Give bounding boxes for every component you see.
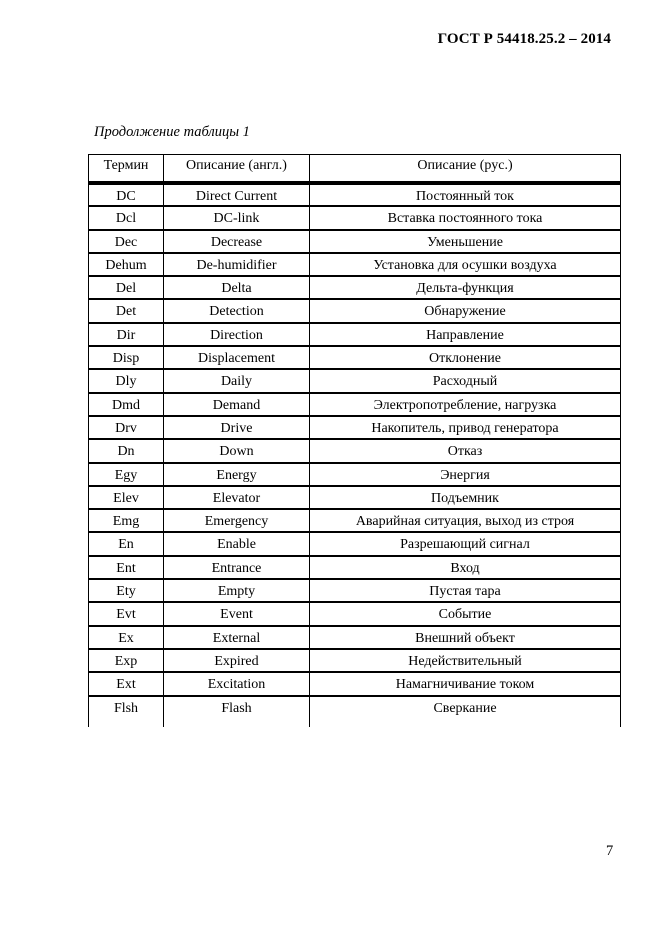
cell-russian: Вставка постоянного тока <box>309 206 621 229</box>
cell-english: Expired <box>163 649 309 672</box>
cell-english: Flash <box>163 696 309 727</box>
cell-term: Ety <box>88 579 163 602</box>
cell-english: Excitation <box>163 672 309 695</box>
cell-russian: Внешний объект <box>309 626 621 649</box>
cell-english: External <box>163 626 309 649</box>
cell-term: Ent <box>88 556 163 579</box>
column-header-russian: Описание (рус.) <box>309 154 621 183</box>
cell-term: Dmd <box>88 393 163 416</box>
cell-term: Dly <box>88 369 163 392</box>
table-row <box>88 532 621 555</box>
table-row <box>88 439 621 462</box>
column-header-english: Описание (англ.) <box>163 154 309 183</box>
cell-russian: Аварийная ситуация, выход из строя <box>309 509 621 532</box>
cell-russian: Отклонение <box>309 346 621 369</box>
cell-russian: Постоянный ток <box>309 183 621 206</box>
cell-english: Down <box>163 439 309 462</box>
table-row <box>88 416 621 439</box>
cell-term: Dcl <box>88 206 163 229</box>
cell-russian: Пустая тара <box>309 579 621 602</box>
cell-english: Event <box>163 602 309 625</box>
cell-english: Decrease <box>163 230 309 253</box>
table-row <box>88 696 621 727</box>
column-header-term: Термин <box>88 154 163 183</box>
cell-term: Emg <box>88 509 163 532</box>
cell-english: Emergency <box>163 509 309 532</box>
cell-term: Elev <box>88 486 163 509</box>
table-row <box>88 369 621 392</box>
table-row <box>88 230 621 253</box>
cell-term: Dn <box>88 439 163 462</box>
cell-russian: Обнаружение <box>309 299 621 322</box>
table-row <box>88 393 621 416</box>
table-row <box>88 649 621 672</box>
table-row <box>88 276 621 299</box>
table-row <box>88 253 621 276</box>
cell-english: Enable <box>163 532 309 555</box>
cell-english: Delta <box>163 276 309 299</box>
document-header: ГОСТ Р 54418.25.2 – 2014 <box>437 31 611 47</box>
cell-english: Demand <box>163 393 309 416</box>
cell-russian: Вход <box>309 556 621 579</box>
cell-russian: Уменьшение <box>309 230 621 253</box>
cell-russian: Намагничивание током <box>309 672 621 695</box>
table-row <box>88 602 621 625</box>
cell-russian: Электропотребление, нагрузка <box>309 393 621 416</box>
cell-english: Direct Current <box>163 183 309 206</box>
cell-term: Disp <box>88 346 163 369</box>
table-row <box>88 556 621 579</box>
cell-russian: Дельта-функция <box>309 276 621 299</box>
table-row <box>88 579 621 602</box>
cell-term: Dehum <box>88 253 163 276</box>
cell-term: Ext <box>88 672 163 695</box>
cell-russian: Установка для осушки воздуха <box>309 253 621 276</box>
cell-english: De-humidifier <box>163 253 309 276</box>
cell-english: Drive <box>163 416 309 439</box>
table-row <box>88 509 621 532</box>
cell-term: Flsh <box>88 696 163 727</box>
table-row <box>88 183 621 206</box>
table-row <box>88 206 621 229</box>
table-row <box>88 672 621 695</box>
page-number: 7 <box>606 843 614 859</box>
table-body <box>88 183 621 727</box>
cell-russian: Направление <box>309 323 621 346</box>
table-header-row <box>88 154 621 183</box>
cell-russian: Разрешающий сигнал <box>309 532 621 555</box>
table-row <box>88 463 621 486</box>
cell-term: Det <box>88 299 163 322</box>
cell-english: Entrance <box>163 556 309 579</box>
cell-term: Drv <box>88 416 163 439</box>
cell-term: DC <box>88 183 163 206</box>
cell-russian: Недействительный <box>309 649 621 672</box>
cell-term: En <box>88 532 163 555</box>
cell-english: Energy <box>163 463 309 486</box>
cell-term: Egy <box>88 463 163 486</box>
cell-russian: Сверкание <box>309 696 621 727</box>
cell-term: Exp <box>88 649 163 672</box>
cell-term: Ex <box>88 626 163 649</box>
cell-term: Evt <box>88 602 163 625</box>
table-row <box>88 486 621 509</box>
cell-english: Displacement <box>163 346 309 369</box>
cell-english: DC-link <box>163 206 309 229</box>
cell-russian: Энергия <box>309 463 621 486</box>
cell-russian: Подъемник <box>309 486 621 509</box>
cell-term: Del <box>88 276 163 299</box>
cell-russian: Накопитель, привод генератора <box>309 416 621 439</box>
table-row <box>88 299 621 322</box>
cell-english: Empty <box>163 579 309 602</box>
cell-english: Daily <box>163 369 309 392</box>
cell-russian: Отказ <box>309 439 621 462</box>
table-caption: Продолжение таблицы 1 <box>94 124 250 140</box>
cell-russian: Событие <box>309 602 621 625</box>
cell-english: Direction <box>163 323 309 346</box>
cell-term: Dir <box>88 323 163 346</box>
cell-english: Detection <box>163 299 309 322</box>
cell-term: Dec <box>88 230 163 253</box>
terms-table <box>88 154 621 727</box>
table-row <box>88 323 621 346</box>
table-row <box>88 626 621 649</box>
table-row <box>88 346 621 369</box>
cell-russian: Расходный <box>309 369 621 392</box>
cell-english: Elevator <box>163 486 309 509</box>
